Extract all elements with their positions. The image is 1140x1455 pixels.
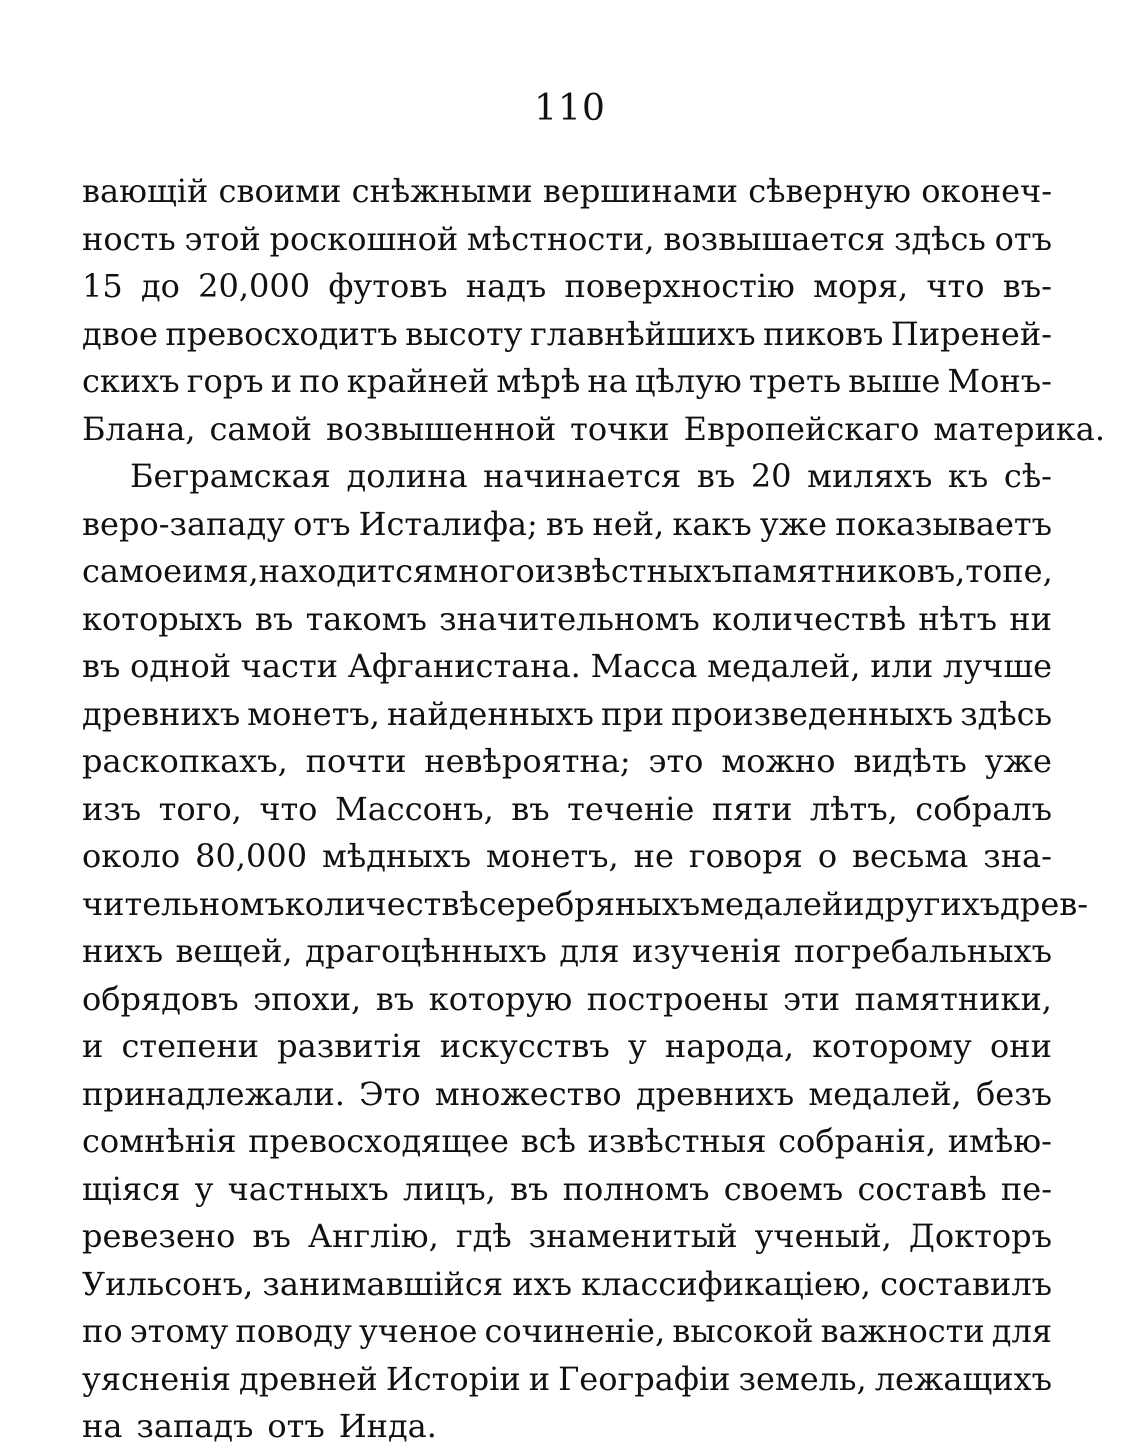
word: высоту: [405, 314, 523, 353]
word: обрядовъ: [82, 979, 239, 1018]
word: веро-западу: [82, 504, 285, 543]
text-line: [82, 406, 1106, 454]
word: вещей,: [175, 932, 293, 970]
word: Исталифа;: [358, 504, 538, 543]
word: поверхностію: [564, 267, 795, 305]
word: или: [870, 647, 934, 685]
word: моря,: [813, 267, 909, 305]
word: Европейскаго: [683, 409, 920, 448]
word: полномъ: [562, 1169, 710, 1208]
word: высокой: [672, 1312, 814, 1350]
word: по: [299, 362, 340, 400]
word: какъ: [672, 504, 752, 543]
word: количествѣ: [284, 884, 479, 923]
body-text: [82, 168, 1106, 1451]
text-line: [82, 358, 1052, 406]
word: не: [633, 837, 674, 875]
word: около: [82, 837, 181, 875]
word: погребальныхъ: [793, 932, 1052, 970]
word: количествѣ: [712, 599, 906, 638]
word: Инда.: [338, 1407, 437, 1445]
word: ней,: [592, 504, 665, 543]
word: Докторъ: [908, 1217, 1052, 1255]
word: сомнѣнія: [82, 1122, 237, 1160]
word: въ: [82, 647, 121, 685]
word: у: [194, 1169, 214, 1208]
word: поводу: [235, 1312, 352, 1350]
word: футовъ: [328, 267, 448, 305]
text-line: [82, 738, 1052, 786]
word: эпохи,: [253, 979, 362, 1018]
word: при: [600, 694, 665, 733]
word: Пиреней-: [890, 314, 1052, 353]
word: къ: [947, 457, 989, 495]
word: извѣстныя: [587, 1122, 767, 1160]
word: превосходитъ: [165, 314, 398, 353]
word: превосходящее: [248, 1122, 509, 1160]
word: нихъ: [82, 932, 164, 970]
text-line: [82, 1023, 1052, 1071]
word: построены: [586, 979, 769, 1018]
word: принадлежали.: [82, 1074, 345, 1113]
word: здѣсь: [960, 694, 1052, 733]
word: земель,: [738, 1359, 867, 1398]
word: говоря: [688, 837, 803, 875]
word: произведенныхъ: [671, 694, 954, 733]
text-line: [82, 453, 1052, 501]
word: что: [926, 267, 985, 305]
word: драгоцѣнныхъ: [305, 932, 547, 970]
page-number: 110: [534, 88, 606, 129]
word: составѣ: [857, 1169, 987, 1208]
word: составилъ: [880, 1264, 1052, 1303]
word: своими: [218, 172, 342, 210]
word: много: [433, 552, 535, 590]
word: всѣ: [520, 1122, 576, 1160]
word: имѣю-: [947, 1122, 1052, 1160]
word: для: [559, 932, 620, 970]
word: двое: [82, 314, 158, 353]
text-line: [82, 168, 1052, 216]
word: западъ: [136, 1407, 254, 1445]
word: мѣстности,: [467, 219, 655, 258]
word: точки: [570, 409, 670, 448]
word: можно: [721, 742, 836, 780]
word: древ-: [1000, 884, 1089, 923]
word: Беграмская: [130, 457, 331, 495]
word: 15: [82, 267, 123, 305]
word: части: [240, 647, 338, 685]
text-line: [82, 548, 1052, 596]
word: народа,: [664, 1027, 795, 1065]
text-line: [82, 596, 1052, 644]
word: снѣжными: [351, 172, 533, 210]
word: ученое: [358, 1312, 478, 1350]
word: возвышается: [663, 219, 886, 258]
word: Афганистана.: [347, 647, 581, 685]
word: которую: [428, 979, 573, 1018]
word: Исторіи: [385, 1359, 521, 1398]
word: ихъ: [512, 1264, 572, 1303]
word: Уильсонъ,: [82, 1264, 254, 1303]
word: для: [991, 1312, 1052, 1350]
word: въ: [252, 1217, 291, 1255]
word: начинается: [483, 457, 682, 495]
word: въ: [375, 979, 415, 1018]
text-line: [82, 1118, 1052, 1166]
text-line: [82, 1356, 1052, 1404]
word: извѣстныхъ: [534, 552, 732, 590]
word: вающій: [82, 172, 209, 210]
word: почти: [305, 742, 407, 780]
word: развитія: [277, 1027, 422, 1065]
text-line: [82, 263, 1052, 311]
word: это: [648, 742, 704, 780]
word: изученія: [632, 932, 782, 970]
word: искусствъ: [439, 1027, 610, 1065]
word: на: [82, 1407, 123, 1445]
text-line: [82, 928, 1052, 976]
word: Это: [359, 1074, 421, 1113]
word: Географіи: [558, 1359, 731, 1398]
word: въ: [254, 599, 294, 638]
word: памятниковъ,: [731, 552, 966, 590]
word: зна-: [983, 837, 1052, 875]
word: миляхъ: [807, 457, 933, 495]
word: этой: [184, 219, 261, 258]
word: ревезено: [82, 1217, 236, 1255]
word: долина: [346, 457, 468, 495]
word: отъ: [267, 1407, 325, 1445]
word: изъ: [82, 789, 142, 828]
word: другихъ: [864, 884, 1001, 923]
word: которыхъ: [82, 599, 243, 638]
word: щіяся: [82, 1169, 181, 1208]
word: здѣсь: [894, 219, 986, 258]
text-line: [82, 881, 1089, 929]
word: лучше: [943, 647, 1052, 685]
word: и: [82, 1027, 104, 1065]
word: Блана,: [82, 409, 196, 448]
word: отъ: [994, 219, 1052, 258]
word: уже: [984, 742, 1052, 780]
text-line: [82, 1261, 1052, 1309]
word: такомъ: [305, 599, 427, 638]
word: степени: [121, 1027, 259, 1065]
word: одной: [130, 647, 232, 685]
word: о: [817, 837, 838, 875]
text-line: [82, 501, 1052, 549]
word: 80,000: [195, 837, 308, 875]
word: оконеч-: [921, 172, 1052, 210]
word: значительномъ: [439, 599, 700, 638]
text-line: [82, 643, 1052, 691]
word: и: [843, 884, 865, 923]
word: пяти: [711, 789, 793, 828]
word: уже: [759, 504, 828, 543]
word: памятники,: [854, 979, 1052, 1018]
word: въ: [696, 457, 736, 495]
word: скихъ: [82, 362, 180, 400]
word: множество: [434, 1074, 622, 1113]
word: и: [270, 362, 293, 400]
word: самой: [209, 409, 312, 448]
text-line: [82, 1308, 1052, 1356]
text-line: [82, 1071, 1052, 1119]
word: того,: [158, 789, 242, 828]
word: и: [528, 1359, 551, 1398]
word: медалей,: [808, 1074, 962, 1113]
word: имя,: [182, 552, 259, 590]
word: въ: [545, 504, 585, 543]
word: весьма: [852, 837, 969, 875]
word: Монъ-: [947, 362, 1052, 400]
word: въ-: [1002, 267, 1052, 305]
word: горъ: [186, 362, 264, 400]
word: крайней: [346, 362, 490, 400]
word: сѣверную: [748, 172, 911, 210]
word: показываетъ: [835, 504, 1052, 543]
word: цѣлую: [634, 362, 742, 400]
text-line: [82, 1403, 1052, 1451]
word: пиковъ: [763, 314, 884, 353]
word: что: [259, 789, 318, 828]
word: ученый,: [754, 1217, 892, 1255]
word: которому: [812, 1027, 972, 1065]
word: Масса: [590, 647, 698, 685]
text-line: [82, 216, 1052, 264]
word: лежащихъ: [874, 1359, 1052, 1398]
word: монетъ,: [247, 694, 380, 733]
word: находится: [258, 552, 434, 590]
word: въ: [510, 1169, 549, 1208]
word: безъ: [975, 1074, 1052, 1113]
word: 20: [750, 457, 792, 495]
word: надъ: [465, 267, 547, 305]
word: треть: [748, 362, 842, 400]
word: въ: [511, 789, 550, 828]
word: медалей: [700, 884, 844, 923]
word: гдѣ: [455, 1217, 512, 1255]
word: сѣ-: [1003, 457, 1052, 495]
text-line: [82, 311, 1052, 359]
word: у: [627, 1027, 647, 1065]
word: частныхъ: [227, 1169, 389, 1208]
word: 20,000: [198, 267, 311, 305]
word: древнихъ: [635, 1074, 795, 1113]
word: вершинами: [542, 172, 738, 210]
word: Англію,: [307, 1217, 439, 1255]
word: монетъ,: [486, 837, 619, 875]
word: роскошной: [269, 219, 459, 258]
word: уясненія: [82, 1359, 231, 1398]
word: ность: [82, 219, 176, 258]
word: до: [140, 267, 180, 305]
word: по: [82, 1312, 123, 1350]
word: знаменитый: [528, 1217, 738, 1255]
word: найденныхъ: [386, 694, 594, 733]
word: мѣрѣ: [496, 362, 581, 400]
word: топе,: [965, 552, 1053, 590]
word: мѣдныхъ: [322, 837, 472, 875]
word: древней: [239, 1359, 378, 1398]
word: возвышенной: [325, 409, 557, 448]
word: невѣроятна;: [424, 742, 631, 780]
text-line: [82, 833, 1052, 881]
text-line: [82, 1213, 1052, 1261]
word: своемъ: [723, 1169, 844, 1208]
word: пе-: [1000, 1169, 1052, 1208]
word: чительномъ: [82, 884, 285, 923]
text-line: [82, 691, 1052, 739]
word: раскопкахъ,: [82, 742, 288, 780]
word: отъ: [293, 504, 351, 543]
word: древнихъ: [82, 694, 241, 733]
text-line: [82, 1166, 1052, 1214]
text-line: [82, 786, 1052, 834]
word: выше: [848, 362, 941, 400]
word: этому: [129, 1312, 229, 1350]
word: лицъ,: [403, 1169, 496, 1208]
word: серебряныхъ: [478, 884, 701, 923]
word: занимавшійся: [262, 1264, 504, 1303]
word: главнѣйшихъ: [529, 314, 756, 353]
word: собралъ: [915, 789, 1052, 828]
word: лѣтъ,: [809, 789, 898, 828]
word: ни: [1009, 599, 1052, 638]
word: сочиненіе,: [484, 1312, 666, 1350]
word: материка.: [933, 409, 1106, 448]
word: медалей,: [707, 647, 861, 685]
word: видѣть: [853, 742, 967, 780]
word: классификаціею,: [581, 1264, 871, 1303]
word: они: [990, 1027, 1052, 1065]
word: теченіе: [567, 789, 695, 828]
word: Массонъ,: [334, 789, 494, 828]
text-line: [82, 976, 1052, 1024]
word: важности: [820, 1312, 985, 1350]
word: эти: [783, 979, 841, 1018]
word: нѣтъ: [918, 599, 997, 638]
word: собранія,: [778, 1122, 937, 1160]
word: на: [587, 362, 628, 400]
word: самое: [82, 552, 183, 590]
